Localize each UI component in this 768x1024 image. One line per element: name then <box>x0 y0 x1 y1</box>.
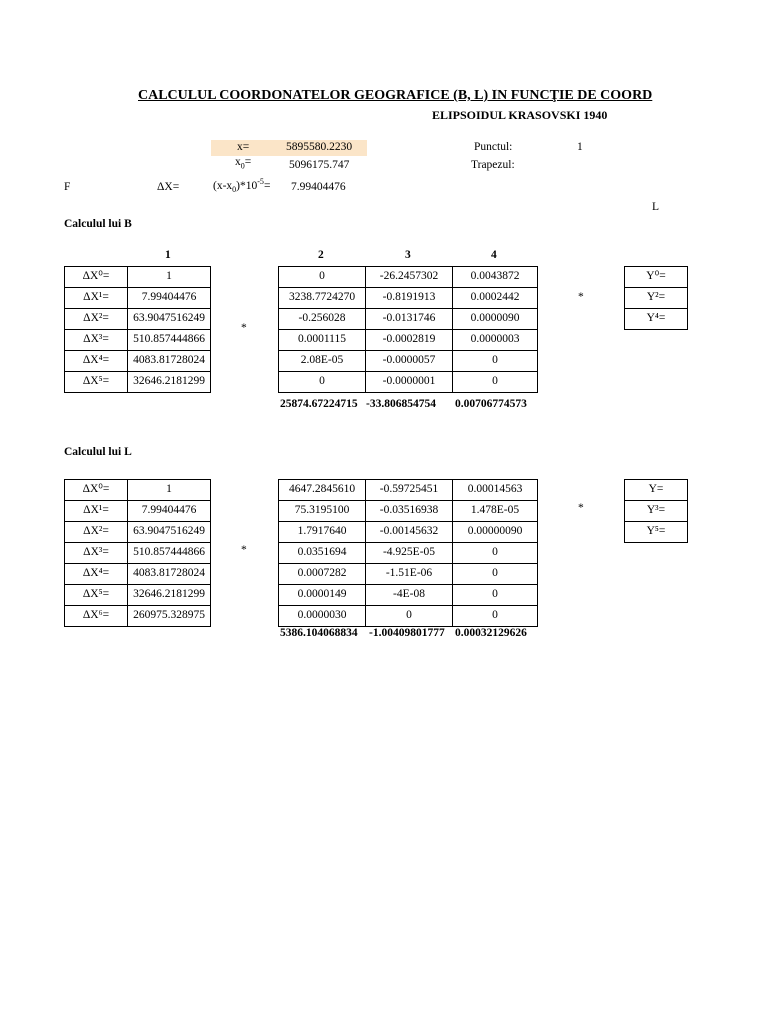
multiply-sign-right: * <box>578 291 584 303</box>
dx-value-cell[interactable]: 63.9047516249 <box>128 309 211 330</box>
multiply-sign: * <box>241 544 247 556</box>
dx-label-cell: ΔX⁶= <box>65 606 128 627</box>
page-subtitle: ELIPSOIDUL KRASOVSKI 1940 <box>432 108 608 122</box>
coef-cell[interactable]: 0.0000090 <box>453 309 538 330</box>
coef-cell[interactable]: 1.7917640 <box>279 522 366 543</box>
table-row <box>625 501 688 522</box>
coef-cell[interactable]: 0.0007282 <box>279 564 366 585</box>
l-total-3: 0.00032129626 <box>455 627 527 639</box>
coef-cell[interactable]: -4.925E-05 <box>366 543 453 564</box>
b-dx-table <box>64 266 211 393</box>
y-label-cell: Y²= <box>625 288 688 309</box>
coef-cell[interactable]: -0.0000001 <box>366 372 453 393</box>
table-row <box>625 267 688 288</box>
coef-cell[interactable]: 0.0351694 <box>279 543 366 564</box>
coef-cell[interactable]: -0.00145632 <box>366 522 453 543</box>
formula-superscript: -5 <box>257 177 264 186</box>
trapezul-label: Trapezul: <box>471 159 515 171</box>
dx-value-cell[interactable]: 4083.81728024 <box>128 564 211 585</box>
coef-cell[interactable]: 0 <box>453 351 538 372</box>
dx-label: ΔX= <box>157 181 180 193</box>
table-row <box>279 522 538 543</box>
section-b-heading: Calculul lui B <box>64 218 132 230</box>
table-row <box>65 606 211 627</box>
coef-cell[interactable]: -0.0131746 <box>366 309 453 330</box>
dx-label-cell: ΔX⁰= <box>65 480 128 501</box>
l-total-2: -1.00409801777 <box>369 627 445 639</box>
coef-cell[interactable]: 0 <box>453 543 538 564</box>
dx-value-cell[interactable]: 7.99404476 <box>128 501 211 522</box>
table-row <box>279 351 538 372</box>
table-row <box>65 585 211 606</box>
dx-value: 7.99404476 <box>291 181 346 193</box>
b-y-table <box>624 266 688 330</box>
coef-cell[interactable]: 75.3195100 <box>279 501 366 522</box>
table-row <box>65 309 211 330</box>
coef-cell[interactable]: 0 <box>453 585 538 606</box>
dx-label-cell: ΔX⁵= <box>65 372 128 393</box>
coef-cell[interactable]: -0.0002819 <box>366 330 453 351</box>
x0-letter: x <box>235 156 241 168</box>
y-label-cell: Y³= <box>625 501 688 522</box>
x0-equals: = <box>244 156 252 168</box>
coef-cell[interactable]: -26.2457302 <box>366 267 453 288</box>
coef-cell[interactable]: 0 <box>279 267 366 288</box>
x0-value[interactable]: 5096175.747 <box>289 159 350 171</box>
dx-value-cell[interactable]: 1 <box>128 480 211 501</box>
coef-cell[interactable]: 0.0000030 <box>279 606 366 627</box>
table-row <box>65 480 211 501</box>
table-row <box>279 288 538 309</box>
coef-cell[interactable]: -0.03516938 <box>366 501 453 522</box>
coef-cell[interactable]: -4E-08 <box>366 585 453 606</box>
x-label: x= <box>237 141 250 153</box>
punctul-value[interactable]: 1 <box>577 141 583 153</box>
dx-label-cell: ΔX²= <box>65 309 128 330</box>
table-row <box>625 522 688 543</box>
dx-label-cell: ΔX¹= <box>65 288 128 309</box>
table-row <box>279 606 538 627</box>
table-row <box>279 267 538 288</box>
coef-cell[interactable]: 1.478E-05 <box>453 501 538 522</box>
dx-label-cell: ΔX¹= <box>65 501 128 522</box>
dx-value-cell[interactable]: 7.99404476 <box>128 288 211 309</box>
dx-value-cell[interactable]: 510.857444866 <box>128 543 211 564</box>
coef-cell[interactable]: 0 <box>366 606 453 627</box>
dx-value-cell[interactable]: 32646.2181299 <box>128 372 211 393</box>
y-label-cell: Y= <box>625 480 688 501</box>
table-row <box>625 288 688 309</box>
coef-cell[interactable]: -0.59725451 <box>366 480 453 501</box>
coef-cell[interactable]: 0.00014563 <box>453 480 538 501</box>
dx-label-cell: ΔX³= <box>65 543 128 564</box>
multiply-sign: * <box>241 322 247 334</box>
coef-cell[interactable]: 0 <box>453 606 538 627</box>
dx-value-cell[interactable]: 32646.2181299 <box>128 585 211 606</box>
table-row <box>65 372 211 393</box>
table-row <box>279 585 538 606</box>
coef-cell[interactable]: 4647.2845610 <box>279 480 366 501</box>
table-row <box>65 501 211 522</box>
table-row <box>65 543 211 564</box>
b-total-1: 25874.67224715 <box>280 398 358 410</box>
col-header-2: 2 <box>318 249 324 261</box>
table-row <box>279 543 538 564</box>
coef-cell[interactable]: 0.00000090 <box>453 522 538 543</box>
x-value[interactable]: 5895580.2230 <box>286 141 353 153</box>
table-row <box>65 564 211 585</box>
dx-label-cell: ΔX⁵= <box>65 585 128 606</box>
dx-label-cell: ΔX⁰= <box>65 267 128 288</box>
table-row <box>279 372 538 393</box>
table-row <box>65 267 211 288</box>
dx-value-cell[interactable]: 260975.328975 <box>128 606 211 627</box>
coef-cell[interactable]: -1.51E-06 <box>366 564 453 585</box>
y-label-cell: Y⁵= <box>625 522 688 543</box>
table-row <box>65 522 211 543</box>
l-coef-table <box>278 479 538 627</box>
dx-label-cell: ΔX³= <box>65 330 128 351</box>
table-row <box>65 330 211 351</box>
coef-cell[interactable]: 0.0043872 <box>453 267 538 288</box>
col-header-1: 1 <box>165 249 171 261</box>
formula-part-a: (x-x <box>213 179 233 192</box>
formula-subscript: 0 <box>232 185 237 195</box>
y-label-cell: Y⁰= <box>625 267 688 288</box>
b-coef-table <box>278 266 538 393</box>
coef-cell[interactable]: 0.0000003 <box>453 330 538 351</box>
coef-cell[interactable]: 2.08E-05 <box>279 351 366 372</box>
col-header-3: 3 <box>405 249 411 261</box>
l-dx-table <box>64 479 211 627</box>
coef-cell[interactable]: -0.8191913 <box>366 288 453 309</box>
b-total-3: 0.00706774573 <box>455 398 527 410</box>
dx-value-cell[interactable]: 63.9047516249 <box>128 522 211 543</box>
multiply-sign-right: * <box>578 502 584 514</box>
coef-cell[interactable]: -0.0000057 <box>366 351 453 372</box>
dx-value-cell[interactable]: 510.857444866 <box>128 330 211 351</box>
b-total-2: -33.806854754 <box>366 398 436 410</box>
coef-cell[interactable]: 0.0000149 <box>279 585 366 606</box>
punctul-label: Punctul: <box>474 141 513 153</box>
dx-value-cell[interactable]: 4083.81728024 <box>128 351 211 372</box>
table-row <box>625 309 688 330</box>
formula-part-c: = <box>263 179 271 192</box>
table-row <box>279 480 538 501</box>
coef-cell[interactable]: 0.0002442 <box>453 288 538 309</box>
x0-label <box>235 157 251 170</box>
l-label: L <box>652 201 660 213</box>
coef-cell[interactable]: 0 <box>453 564 538 585</box>
formula-part-b: )*10 <box>236 179 258 192</box>
coef-cell[interactable]: 0 <box>279 372 366 393</box>
coef-cell[interactable]: -0.256028 <box>279 309 366 330</box>
table-row <box>65 288 211 309</box>
f-label: F <box>64 181 71 193</box>
table-row <box>279 309 538 330</box>
table-row <box>65 351 211 372</box>
table-row <box>279 330 538 351</box>
x0-subscript: 0 <box>240 161 245 171</box>
l-y-table <box>624 479 688 543</box>
section-l-heading: Calculul lui L <box>64 446 132 458</box>
dx-label-cell: ΔX⁴= <box>65 564 128 585</box>
col-header-4: 4 <box>491 249 497 261</box>
y-label-cell: Y⁴= <box>625 309 688 330</box>
dx-formula <box>213 178 270 194</box>
l-total-1: 5386.104068834 <box>280 627 358 639</box>
table-row <box>279 501 538 522</box>
dx-label-cell: ΔX²= <box>65 522 128 543</box>
coef-cell[interactable]: 0 <box>453 372 538 393</box>
coef-cell[interactable]: 3238.7724270 <box>279 288 366 309</box>
table-row <box>279 564 538 585</box>
coef-cell[interactable]: 0.0001115 <box>279 330 366 351</box>
dx-value-cell[interactable]: 1 <box>128 267 211 288</box>
dx-label-cell: ΔX⁴= <box>65 351 128 372</box>
page-title: CALCULUL COORDONATELOR GEOGRAFICE (B, L) ÎN FUNCŢIE DE COORD <box>138 89 653 103</box>
table-row <box>625 480 688 501</box>
